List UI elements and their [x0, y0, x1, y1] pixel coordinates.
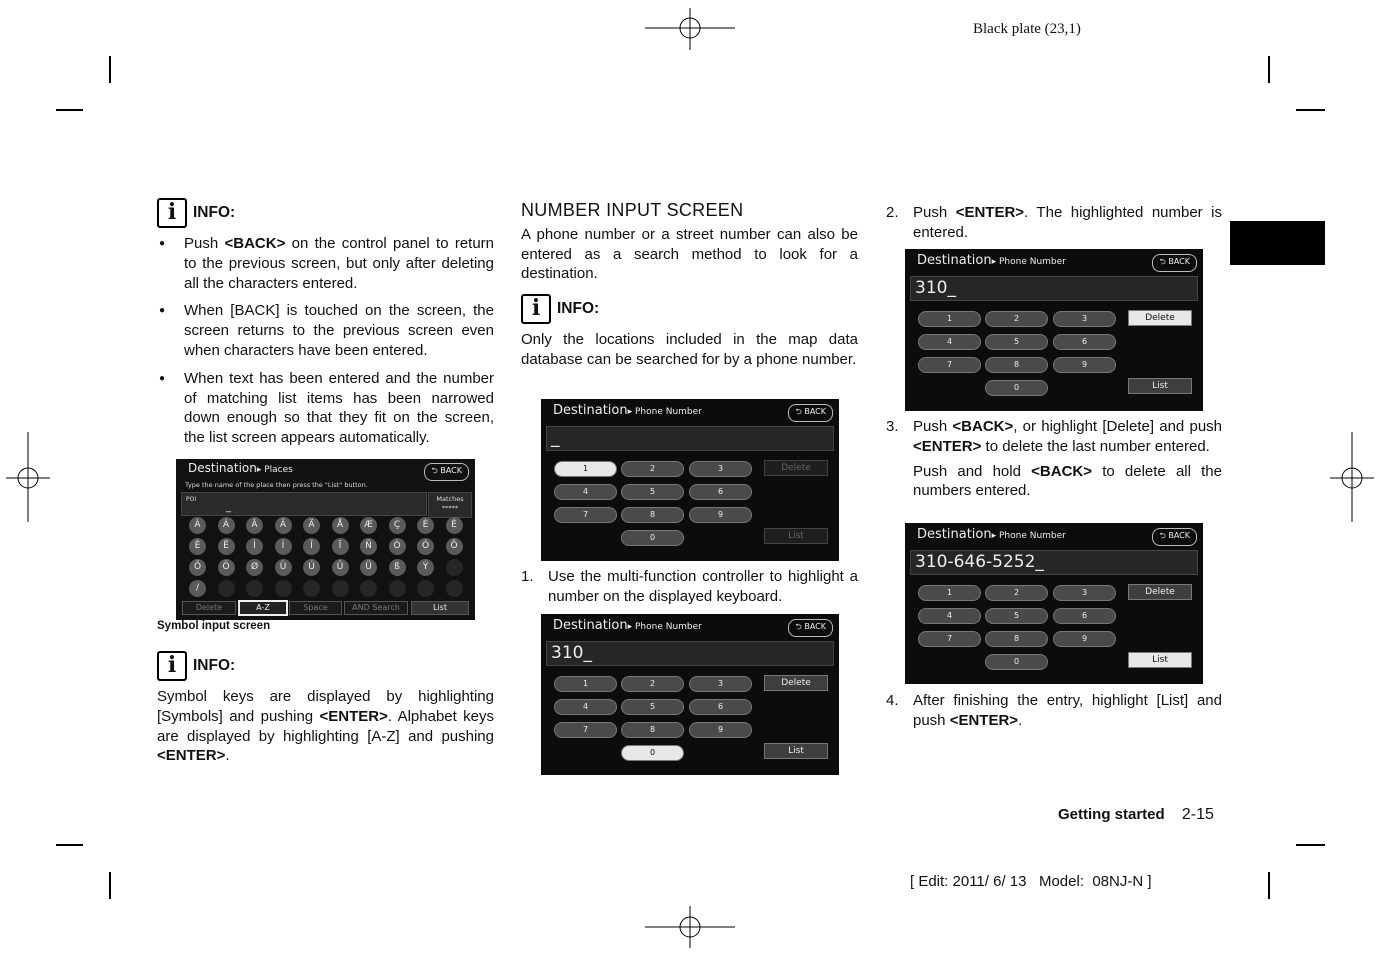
delete-button[interactable]: Delete [1128, 310, 1192, 326]
number-key[interactable]: 4 [918, 608, 981, 624]
crop-mark [1296, 109, 1325, 111]
number-key[interactable]: 1 [918, 585, 981, 601]
info-title: INFO: [193, 657, 236, 675]
number-key[interactable]: 7 [918, 357, 981, 373]
number-key[interactable]: 3 [689, 676, 752, 692]
number-key[interactable]: 8 [621, 507, 684, 523]
symbol-key[interactable]: Ü [360, 559, 377, 576]
number-key[interactable]: 1 [554, 676, 617, 692]
crop-mark [1268, 872, 1270, 899]
step-2 [886, 203, 1222, 243]
step-item: 3. Push <BACK>, or highlight [Delete] and push <ENTER> to delete the last number entered. [886, 418, 1223, 455]
symbol-key[interactable]: Õ [189, 559, 206, 576]
symbol-key[interactable] [246, 580, 263, 597]
phone-number-field[interactable]: 310-646-5252_ [910, 550, 1198, 575]
footer [1058, 806, 1214, 824]
edit-line: [ Edit: 2011/ 6/ 13 Model: 08NJ-N ] [910, 873, 1152, 890]
step-item: 2. Push <ENTER>. The highlighted number is entered. [886, 204, 1223, 241]
bullet-item: ● Push <BACK> on the control panel to return to the previous screen, but only after deleting all the characters entered. [157, 234, 494, 293]
matches-box: Matches ***** [428, 492, 472, 518]
symbol-key[interactable]: Ë [218, 538, 235, 555]
number-key[interactable]: 2 [621, 676, 684, 692]
info-title: INFO: [557, 300, 600, 318]
delete-button[interactable]: Delete [182, 601, 236, 615]
delete-button[interactable]: Delete [764, 460, 828, 476]
number-key[interactable]: 9 [689, 722, 752, 738]
figure-caption: Symbol input screen [157, 620, 271, 632]
symbol-key[interactable] [417, 580, 434, 597]
back-button[interactable]: ⮌ BACK [1152, 254, 1197, 272]
registration-mark-left [6, 432, 50, 522]
a-z-button[interactable]: A-Z [238, 600, 288, 616]
number-key[interactable]: 9 [689, 507, 752, 523]
number-key[interactable]: 8 [985, 631, 1048, 647]
symbol-key[interactable]: Û [332, 559, 349, 576]
section-name: Getting started [1058, 806, 1165, 823]
symbol-key[interactable] [389, 580, 406, 597]
number-key[interactable]: 7 [918, 631, 981, 647]
chapter-tab [1230, 221, 1325, 265]
bullet-item: ● When [BACK] is touched on the screen, the screen returns to the previous screen even when characters have been entered. [157, 301, 494, 360]
number-key[interactable]: 2 [621, 461, 684, 477]
number-key[interactable]: 3 [1053, 311, 1116, 327]
crop-mark [1296, 844, 1325, 846]
number-key[interactable]: 9 [1053, 631, 1116, 647]
number-key[interactable]: 1 [918, 311, 981, 327]
number-key[interactable]: 0 [985, 654, 1048, 670]
number-key[interactable]: 0 [985, 380, 1048, 396]
step-item: 1. Use the multi-function controller to highlight a number on the displayed keyboard. [521, 568, 858, 605]
symbol-key[interactable]: Ó [417, 538, 434, 555]
number-key[interactable]: 8 [621, 722, 684, 738]
info-title: INFO: [193, 204, 236, 222]
number-key[interactable]: 3 [1053, 585, 1116, 601]
symbol-key[interactable] [332, 580, 349, 597]
section-heading: NUMBER INPUT SCREEN [521, 200, 744, 220]
registration-mark-right [1330, 432, 1374, 522]
list-button[interactable]: List [1128, 652, 1192, 668]
symbol-key[interactable]: Ã [275, 517, 292, 534]
symbol-key[interactable]: Ç [389, 517, 406, 534]
back-button[interactable]: ⮌ BACK [788, 619, 833, 637]
symbol-key[interactable]: È [417, 517, 434, 534]
number-key[interactable]: 7 [554, 507, 617, 523]
symbol-key[interactable]: - [446, 559, 463, 576]
symbol-key[interactable]: Ä [303, 517, 320, 534]
number-key[interactable]: 6 [689, 484, 752, 500]
crop-mark [109, 872, 111, 899]
symbol-key[interactable] [218, 580, 235, 597]
number-key[interactable]: 5 [621, 699, 684, 715]
step-3-note: Push and hold <BACK> to delete all the numbers entered. [913, 462, 1222, 500]
symbol-key[interactable]: Ö [218, 559, 235, 576]
list-button[interactable]: List [764, 743, 828, 759]
delete-button[interactable]: Delete [1128, 584, 1192, 600]
symbol-key[interactable] [303, 580, 320, 597]
phone-number-screen [905, 523, 1203, 684]
symbol-key[interactable] [275, 580, 292, 597]
number-key[interactable]: 7 [554, 722, 617, 738]
column-1-info2 [157, 651, 494, 766]
step-4 [886, 691, 1222, 731]
symbol-key[interactable]: Ô [446, 538, 463, 555]
instruction-text: Type the name of the place then press the "List" button. [185, 481, 368, 489]
symbol-key[interactable]: Ú [303, 559, 320, 576]
symbol-key[interactable]: Ê [189, 538, 206, 555]
list-button[interactable]: List [764, 528, 828, 544]
symbol-key[interactable]: É [446, 517, 463, 534]
info-icon: i [157, 651, 187, 681]
step-1 [521, 567, 858, 607]
symbol-key[interactable]: Ò [389, 538, 406, 555]
phone-number-screen [541, 614, 839, 775]
number-key[interactable]: 8 [985, 357, 1048, 373]
crop-mark [56, 844, 83, 846]
number-key[interactable]: 6 [1053, 334, 1116, 350]
info-text: Only the locations included in the map data database can be searched for by a phone number. [521, 331, 858, 368]
number-key[interactable]: 4 [918, 334, 981, 350]
number-key[interactable]: 4 [554, 699, 617, 715]
number-key[interactable]: 6 [689, 699, 752, 715]
step-3 [886, 417, 1222, 501]
page-number: 2-15 [1181, 806, 1214, 823]
number-key[interactable]: 5 [985, 608, 1048, 624]
screen-title: Destination▸ Phone Number [553, 403, 702, 418]
symbol-key[interactable]: Í [275, 538, 292, 555]
info-icon: i [157, 198, 187, 228]
bullet-item: ● When text has been entered and the number of matching list items has been narrowed down enough so that they fit on the screen, the list screen appears automatically. [157, 369, 494, 448]
intro-text: A phone number or a street number can also be entered as a search method to look for a destination. [521, 225, 858, 283]
screen-title: Destination▸ Phone Number [917, 253, 1066, 268]
number-key[interactable]: 0 [621, 530, 684, 546]
list-button[interactable]: List [1128, 378, 1192, 394]
delete-button[interactable]: Delete [764, 675, 828, 691]
info-heading [157, 651, 494, 681]
back-button[interactable]: ⮌ BACK [1152, 528, 1197, 546]
symbol-key[interactable]: Æ [360, 517, 377, 534]
registration-mark-bottom [645, 906, 735, 948]
screen-title: Destination▸ Phone Number [917, 527, 1066, 542]
screen-title: Destination▸ Phone Number [553, 618, 702, 633]
symbol-key[interactable]: Ø [246, 559, 263, 576]
crop-mark [56, 109, 83, 111]
step-item: 4. After finishing the entry, highlight [List] and push <ENTER>. [886, 692, 1222, 729]
space-button[interactable]: Space [289, 601, 342, 615]
symbol-key[interactable]: Ï [332, 538, 349, 555]
registration-mark-top [645, 8, 735, 50]
number-key[interactable]: 5 [621, 484, 684, 500]
symbol-key[interactable]: Ù [275, 559, 292, 576]
symbol-key[interactable] [360, 580, 377, 597]
info-text: Symbol keys are displayed by highlighting [Symbols] and pushing <ENTER>. Alphabet keys are displayed by highlighting [A-Z] and pushing <ENTER>. [157, 688, 494, 765]
column-2 [521, 201, 858, 370]
symbol-key[interactable]: Î [303, 538, 320, 555]
phone-number-field[interactable]: 310_ [910, 276, 1198, 301]
number-key[interactable]: 5 [985, 334, 1048, 350]
symbol-key[interactable]: ß [389, 559, 406, 576]
back-button[interactable]: ⮌ BACK [424, 463, 469, 481]
poi-field[interactable]: POI _ [181, 492, 427, 516]
list-button[interactable]: List [411, 601, 469, 615]
symbol-key[interactable]: / [189, 580, 206, 597]
symbol-key[interactable]: Â [246, 517, 263, 534]
symbol-key[interactable] [446, 580, 463, 597]
number-key[interactable]: 1 [554, 461, 617, 477]
number-key[interactable]: 9 [1053, 357, 1116, 373]
screen-title: Destination▸ Places [188, 461, 293, 475]
number-key[interactable]: 2 [985, 311, 1048, 327]
phone-number-screen [905, 249, 1203, 411]
number-key[interactable]: 6 [1053, 608, 1116, 624]
symbol-key[interactable]: Á [218, 517, 235, 534]
and-search-button[interactable]: AND Search [344, 601, 408, 615]
info-heading [521, 294, 858, 324]
number-key[interactable]: 2 [985, 585, 1048, 601]
info-icon: i [521, 294, 551, 324]
symbol-key[interactable]: Å [332, 517, 349, 534]
symbol-key[interactable]: Ý [417, 559, 434, 576]
plate-label: Black plate (23,1) [973, 21, 1081, 37]
symbol-input-screen [176, 459, 475, 620]
phone-number-field[interactable]: _ [546, 426, 834, 451]
info-bullets [157, 234, 494, 448]
info-heading [157, 198, 494, 228]
back-button[interactable]: ⮌ BACK [788, 404, 833, 422]
symbol-key[interactable]: À [189, 517, 206, 534]
number-key[interactable]: 4 [554, 484, 617, 500]
number-key[interactable]: 3 [689, 461, 752, 477]
crop-mark [1268, 56, 1270, 83]
column-1 [157, 198, 494, 456]
crop-mark [109, 56, 111, 83]
phone-number-field[interactable]: 310_ [546, 641, 834, 666]
symbol-key[interactable]: Ñ [360, 538, 377, 555]
number-key[interactable]: 0 [621, 745, 684, 761]
symbol-key[interactable]: Ì [246, 538, 263, 555]
phone-number-screen [541, 399, 839, 561]
